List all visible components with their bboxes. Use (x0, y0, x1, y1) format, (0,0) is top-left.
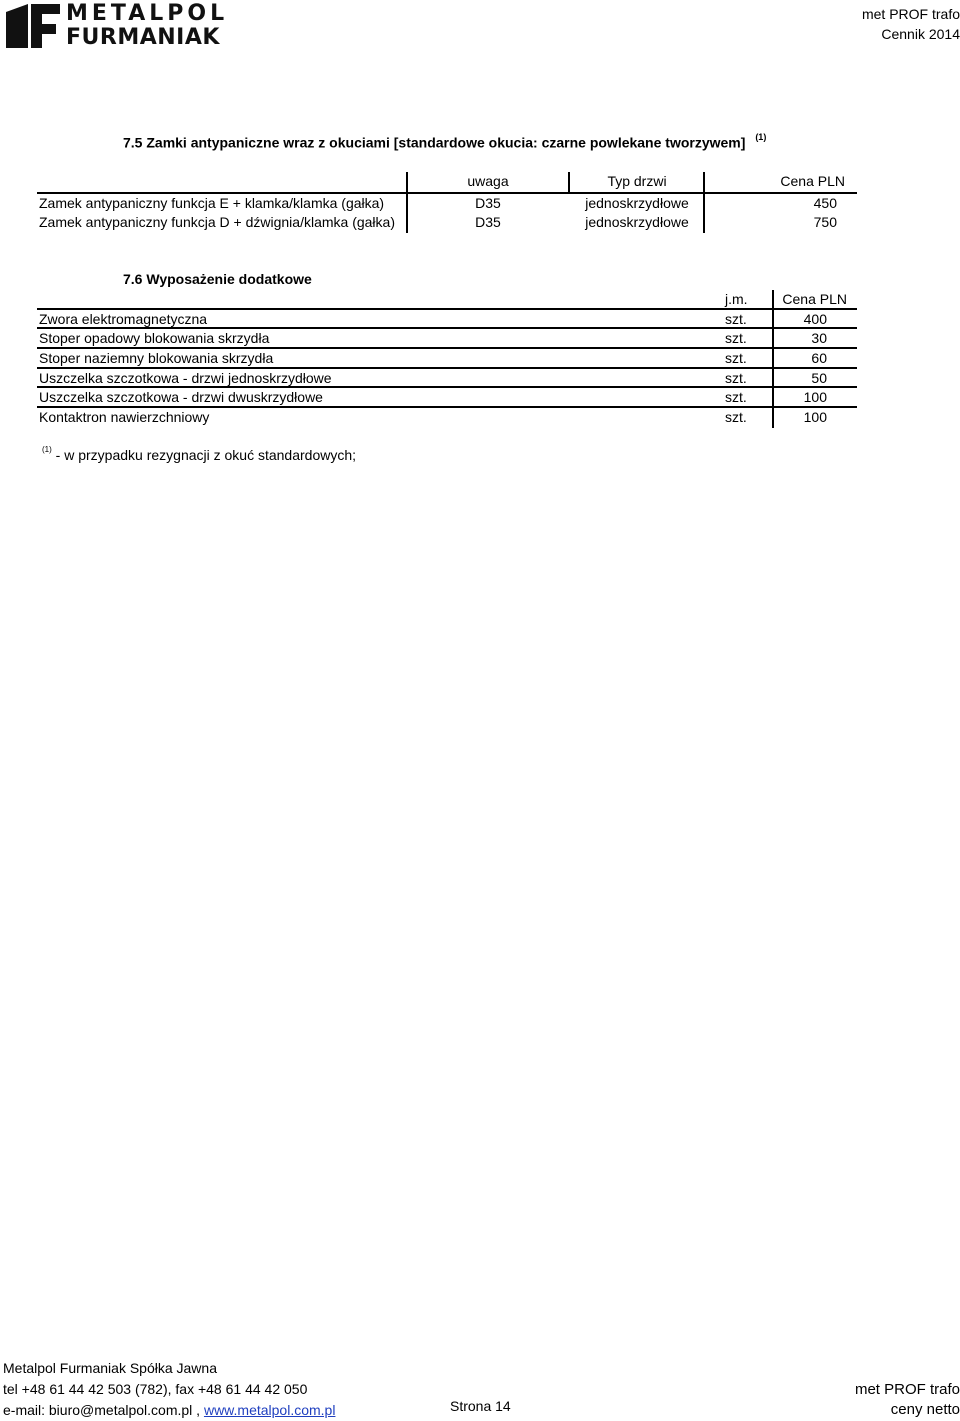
header-price: Cena PLN (780, 173, 845, 189)
header-catalog: Cennik 2014 (881, 26, 960, 42)
row-unit: szt. (725, 350, 747, 367)
header-info (862, 4, 960, 44)
column-divider (772, 388, 774, 406)
table-row (37, 349, 857, 369)
table-header-row (37, 172, 857, 194)
section-75-footnote-mark: (1) (755, 132, 767, 142)
section-75-title: 7.5 Zamki antypaniczne wraz z okuciami [standardowe okucia: czarne powlekane tworzywem] $^{(1)}$ (123, 132, 767, 151)
table-row (37, 408, 857, 428)
row-door-type: jednoskrzydłowe (585, 194, 689, 211)
row-price: 100 (803, 409, 827, 426)
footer-page-number: Strona 14 (450, 1398, 511, 1414)
row-price: 60 (811, 350, 827, 367)
logo-text-line2: FURMANIAK (66, 25, 220, 50)
header-unit: j.m. (725, 291, 748, 307)
column-divider (772, 408, 774, 428)
footer-product: met PROF trafo (854, 1381, 960, 1398)
row-name: Stoper naziemny blokowania skrzydła (39, 350, 274, 367)
row-unit: szt. (725, 369, 747, 386)
row-name: Zamek antypaniczny funkcja E + klamka/klamka (gałka) (39, 194, 385, 211)
footer-website-link[interactable]: www.metalpol.com.pl (203, 1402, 336, 1418)
table-row (37, 310, 857, 330)
column-divider (772, 310, 774, 328)
row-price: 750 (813, 214, 837, 231)
section-76-title: 7.6 Wyposażenie dodatkowe (123, 271, 312, 287)
table-row (37, 329, 857, 349)
row-price: 50 (811, 369, 827, 386)
table-row (37, 388, 857, 408)
row-price: 30 (811, 330, 827, 347)
row-door-type: jednoskrzydłowe (585, 214, 689, 231)
table-row (37, 369, 857, 389)
row-name: Stoper opadowy blokowania skrzydła (39, 330, 270, 347)
table-header-row (37, 290, 857, 310)
footer-product-info (855, 1380, 960, 1420)
section-76-table (37, 290, 857, 428)
row-name: Uszczelka szczotkowa - drzwi dwuskrzydłowe (39, 389, 323, 406)
row-unit: szt. (725, 389, 747, 406)
row-name: Uszczelka szczotkowa - drzwi jednoskrzydłowe (39, 369, 332, 386)
section-75-table (37, 172, 857, 233)
row-name: Zamek antypaniczny funkcja D + dźwignia/klamka (gałka) (39, 214, 395, 231)
footer-price-type: ceny netto (890, 1401, 960, 1418)
row-name: Zwora elektromagnetyczna (39, 310, 208, 327)
row-unit: szt. (725, 330, 747, 347)
row-price: 100 (803, 389, 827, 406)
header-product: met PROF trafo (861, 6, 960, 22)
footnote (42, 447, 356, 463)
header-price: Cena PLN (782, 291, 847, 307)
footnote-text: - w przypadku rezygnacji z okuć standardowych; (51, 447, 357, 463)
row-uwaga: D35 (475, 214, 501, 231)
header-door-type: Typ drzwi (607, 173, 667, 189)
row-unit: szt. (725, 409, 747, 426)
header-uwaga: uwaga (467, 173, 509, 189)
footnote-mark: (1) (42, 445, 52, 455)
metalpol-logo-icon (6, 4, 60, 48)
column-divider (772, 290, 774, 308)
row-price: 400 (803, 310, 827, 327)
row-unit: szt. (725, 310, 747, 327)
footer-email: e-mail: biuro@metalpol.com.pl , (3, 1402, 204, 1418)
logo-text-line1: METALPOL (66, 1, 229, 26)
table-row (37, 194, 857, 214)
column-divider (772, 349, 774, 367)
company-logo (6, 1, 256, 50)
footer-contact (3, 1358, 335, 1421)
row-name: Kontaktron nawierzchniowy (39, 409, 210, 426)
footer-company: Metalpol Furmaniak Spółka Jawna (3, 1360, 217, 1376)
row-uwaga: D35 (475, 194, 501, 211)
column-divider (772, 369, 774, 387)
footer-phone: tel +48 61 44 42 503 (782), fax +48 61 44 42 050 (3, 1381, 308, 1397)
footer-email-line (3, 1400, 335, 1421)
row-price: 450 (813, 194, 837, 211)
column-divider (772, 329, 774, 347)
table-row (37, 213, 857, 233)
